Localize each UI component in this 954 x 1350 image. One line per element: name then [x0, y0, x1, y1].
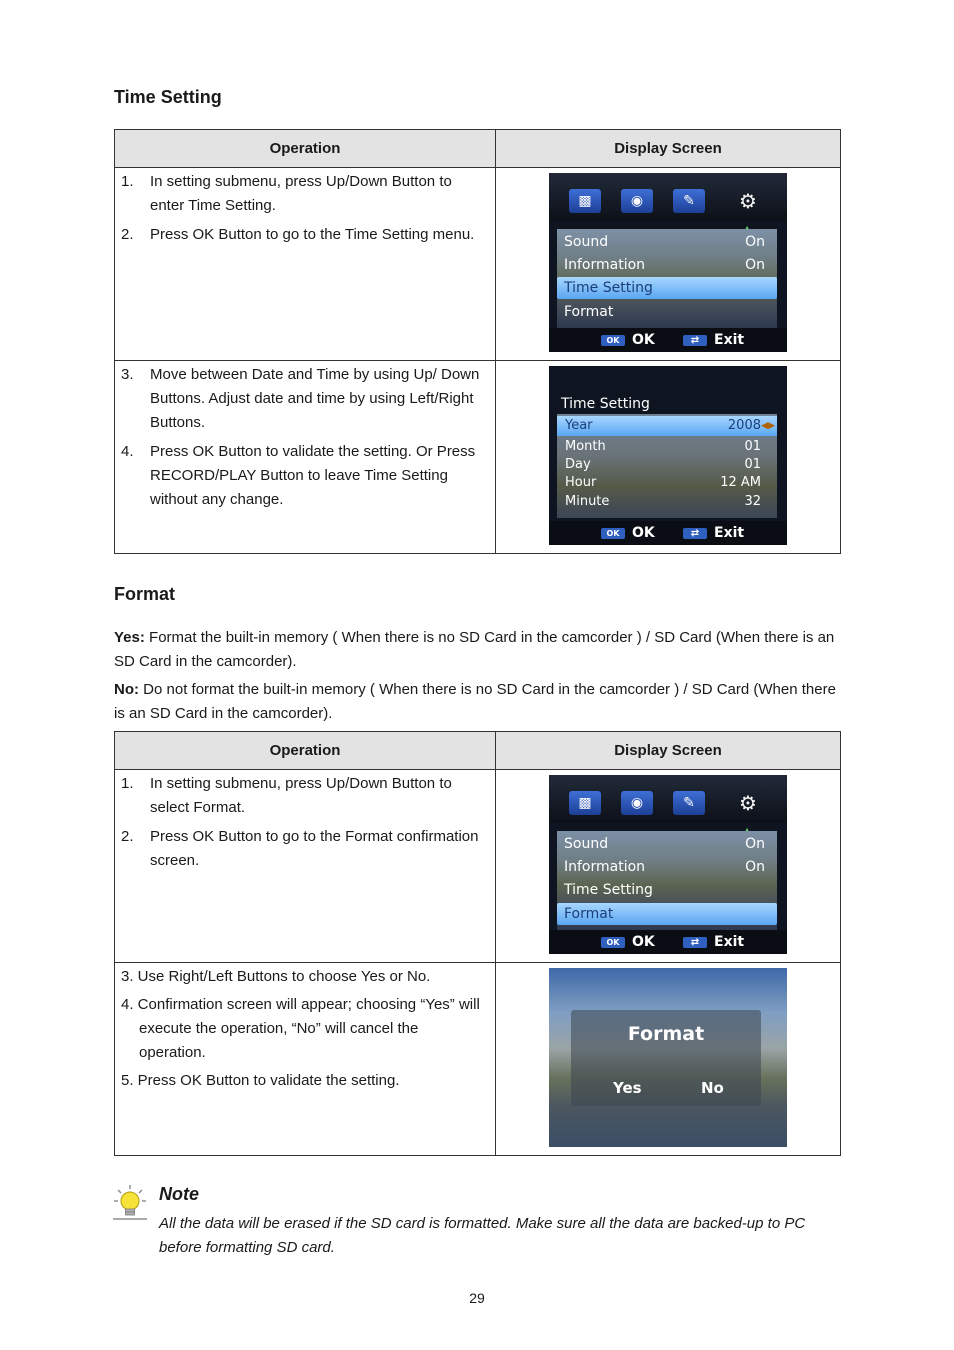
mode-tab-bar: [549, 775, 787, 823]
settings-menu: [557, 229, 777, 329]
exit-hint: Exit: [714, 934, 745, 950]
format-yes-option: Yes: [613, 1079, 642, 1097]
screen-title: Time Setting: [561, 396, 650, 412]
format-no-option: No: [701, 1079, 724, 1097]
ok-badge: OK: [601, 528, 625, 539]
exit-hint: Exit: [714, 332, 745, 348]
step: 5. Press OK Button to validate the setting.: [121, 1072, 400, 1089]
camera-icon: ◉: [621, 189, 653, 213]
time-setting-screen: [549, 366, 787, 545]
step: 4. Press OK Button to validate the setting. Or Press RECORD/PLAY Button to leave Time Setting without any change.: [121, 443, 476, 508]
operation-cell: [115, 963, 496, 1156]
ok-hint: OK: [632, 332, 655, 348]
format-yes-description: Yes: Format the built-in memory ( When there is no SD Card in the camcorder ) / SD Card (When there is an SD Card in the camcorder).: [114, 629, 835, 670]
ok-badge: OK: [601, 937, 625, 948]
gear-icon: ⚙: [739, 189, 757, 213]
menu-item-time-setting: Time Setting: [557, 277, 777, 299]
ok-badge: OK: [601, 335, 625, 346]
operation-cell: [115, 361, 496, 554]
operation-cell: [115, 770, 496, 963]
return-arrow-icon: ⇄: [683, 335, 707, 346]
menu-item-time-setting: Time Setting: [564, 882, 653, 898]
step: 2. Press OK Button to go to the Format confirmation screen.: [121, 828, 479, 869]
format-heading: Format: [114, 584, 176, 604]
mode-tab-bar: [549, 173, 787, 221]
step: 2. Press OK Button to go to the Time Setting menu.: [121, 226, 475, 243]
menu-item-sound: Sound On: [564, 836, 765, 852]
menu-item-format: Format: [557, 903, 777, 925]
step: 4. Confirmation screen will appear; choosing “Yes” will execute the operation, “No” will cancel the operation.: [121, 996, 480, 1061]
time-row-day: Day 01: [565, 457, 761, 472]
page-number: 29: [469, 1290, 485, 1306]
left-right-arrows-icon: ◀▶: [761, 421, 775, 431]
button-hint-bar: [549, 521, 787, 545]
light-bulb-icon: [113, 1184, 147, 1220]
display-cell: [496, 770, 841, 963]
time-row-month: Month 01: [565, 439, 761, 454]
time-setting-heading: Time Setting: [114, 87, 222, 107]
step: 3. Use Right/Left Buttons to choose Yes or No.: [121, 968, 431, 985]
operation-header: Operation: [115, 130, 496, 168]
button-hint-bar: [549, 328, 787, 352]
return-arrow-icon: ⇄: [683, 937, 707, 948]
format-table: [114, 731, 841, 1156]
time-row-minute: Minute 32: [565, 494, 761, 509]
settings-menu: [557, 831, 777, 931]
return-arrow-icon: ⇄: [683, 528, 707, 539]
menu-item-information: Information On: [564, 257, 765, 273]
exit-hint: Exit: [714, 525, 745, 541]
display-cell: [496, 361, 841, 554]
operation-cell: [115, 168, 496, 361]
video-camera-icon: ▩: [569, 189, 601, 213]
ok-hint: OK: [632, 934, 655, 950]
settings-menu-screen: [549, 173, 787, 352]
palette-icon: ✎: [673, 189, 705, 213]
display-screen-header: Display Screen: [496, 732, 841, 770]
format-dialog-title: Format: [627, 1023, 705, 1045]
step: 1. In setting submenu, press Up/Down Button to enter Time Setting.: [121, 173, 452, 214]
step: 3. Move between Date and Time by using Up/ Down Buttons. Adjust date and time by using Left/Right Buttons.: [121, 366, 480, 431]
display-screen-header: Display Screen: [496, 130, 841, 168]
time-setting-table: [114, 129, 841, 554]
ok-hint: OK: [632, 525, 655, 541]
step: 1. In setting submenu, press Up/Down Button to select Format.: [121, 775, 452, 816]
format-no-description: No: Do not format the built-in memory ( When there is no SD Card in the camcorder ) / SD Card (When there is an SD Card in the camcorder).: [114, 681, 836, 722]
note-title: Note: [159, 1184, 199, 1204]
button-hint-bar: [549, 930, 787, 954]
display-cell: [496, 963, 841, 1156]
time-setting-menu: [557, 414, 777, 518]
menu-item-sound: Sound On: [564, 234, 765, 250]
time-row-hour: Hour 12 AM: [565, 475, 761, 490]
display-cell: [496, 168, 841, 361]
note-text: All the data will be erased if the SD card is formatted. Make sure all the data are backed-up to PC before formatting SD card.: [159, 1215, 806, 1256]
format-confirmation-screen: [549, 968, 787, 1147]
format-dialog: [571, 1010, 761, 1106]
palette-icon: ✎: [673, 791, 705, 815]
video-camera-icon: ▩: [569, 791, 601, 815]
gear-icon: ⚙: [739, 791, 757, 815]
settings-menu-screen: [549, 775, 787, 954]
camera-icon: ◉: [621, 791, 653, 815]
time-row-year: Year 2008 ◀▶: [557, 416, 777, 436]
menu-item-information: Information On: [564, 859, 765, 875]
menu-item-format: Format: [564, 304, 614, 320]
operation-header: Operation: [115, 732, 496, 770]
